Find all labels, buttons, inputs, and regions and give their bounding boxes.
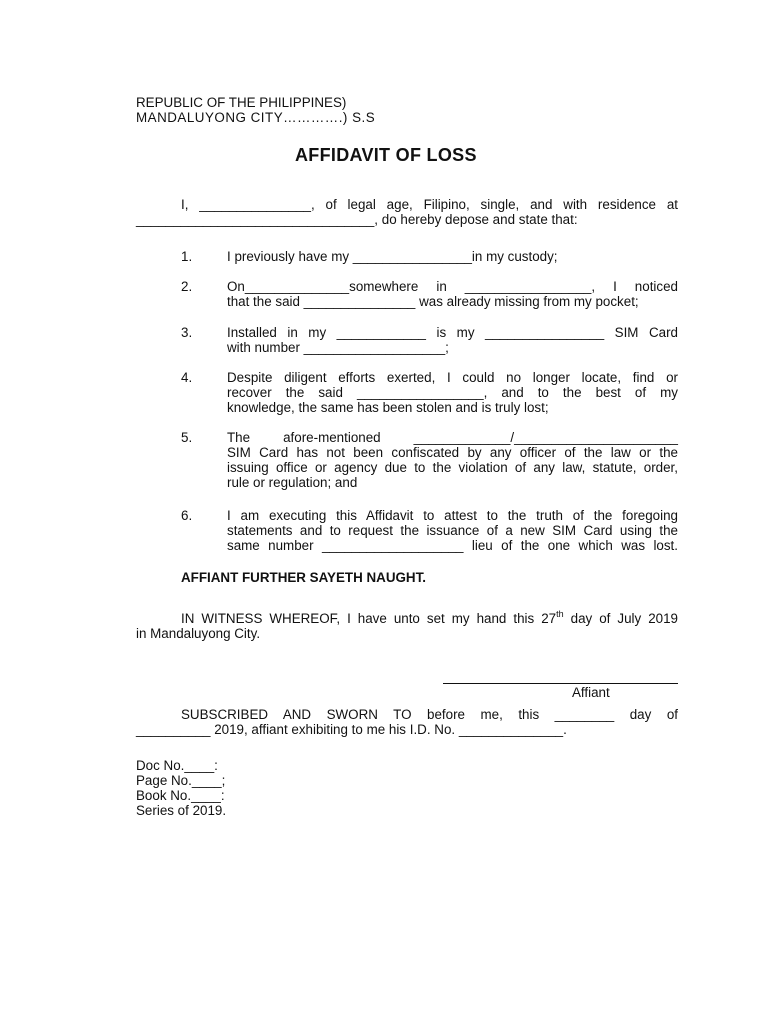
item-2-line-1: On______________somewhere in _________________, I noticed: [227, 279, 678, 294]
item-6-line-1: I am executing this Affidavit to attest to the truth of the foregoing: [227, 508, 678, 523]
item-3-line-1: Installed in my ____________ is my ________________ SIM Card: [227, 325, 678, 340]
document-title: AFFIDAVIT OF LOSS: [295, 145, 477, 165]
item-number-4: 4.: [181, 370, 193, 385]
item-number-2: 2.: [181, 279, 193, 294]
item-4-line-2: recover the said _________________, and to the best of my: [227, 385, 678, 400]
header-city: MANDALUYONG CITY………….) S.S: [136, 110, 376, 125]
item-6-line-2: statements and to request the issuance of a new SIM Card using the: [227, 523, 678, 538]
witness-line-1: IN WITNESS WHEREOF, I have unto set my hand this 27th day of July 2019: [181, 608, 678, 626]
ordinal-suffix: th: [556, 608, 564, 619]
item-4-line-3: knowledge, the same has been stolen and is truly lost;: [227, 400, 549, 415]
intro-line-1: I, _______________, of legal age, Filipino, single, and with residence at: [181, 197, 678, 212]
item-6-line-3: same number ___________________ lieu of the one which was lost.: [227, 538, 678, 553]
page-number: Page No.____;: [136, 773, 226, 788]
affiant-further-statement: AFFIANT FURTHER SAYETH NAUGHT.: [181, 570, 426, 585]
item-5-line-1: The afore-mentioned _____________/______________________: [227, 430, 678, 445]
item-3-line-2: with number ___________________;: [227, 340, 449, 355]
subscribed-line-2: __________ 2019, affiant exhibiting to me his I.D. No. ______________.: [136, 722, 567, 737]
item-5-line-2: SIM Card has not been confiscated by any officer of the law or the: [227, 445, 678, 460]
item-4-line-1: Despite diligent efforts exerted, I could no longer locate, find or: [227, 370, 678, 385]
subscribed-line-1: SUBSCRIBED AND SWORN TO before me, this ________ day of: [181, 707, 678, 722]
item-1-line-1: I previously have my ________________in my custody;: [227, 249, 558, 264]
series-year: Series of 2019.: [136, 803, 227, 818]
item-number-5: 5.: [181, 430, 193, 445]
item-number-3: 3.: [181, 325, 193, 340]
affiant-label: Affiant: [572, 685, 610, 700]
doc-number: Doc No.____:: [136, 758, 218, 773]
affiant-signature-line: [443, 683, 678, 684]
header-republic: REPUBLIC OF THE PHILIPPINES): [136, 95, 347, 110]
item-number-1: 1.: [181, 249, 193, 264]
item-5-line-4: rule or regulation; and: [227, 475, 358, 490]
witness-line-2: in Mandaluyong City.: [136, 626, 261, 641]
item-5-line-3: issuing office or agency due to the violation of any law, statute, order,: [227, 460, 678, 475]
book-number: Book No.____:: [136, 788, 225, 803]
intro-line-2: ________________________________, do hereby depose and state that:: [136, 212, 578, 227]
item-2-line-2: that the said _______________ was already missing from my pocket;: [227, 294, 639, 309]
item-number-6: 6.: [181, 508, 193, 523]
